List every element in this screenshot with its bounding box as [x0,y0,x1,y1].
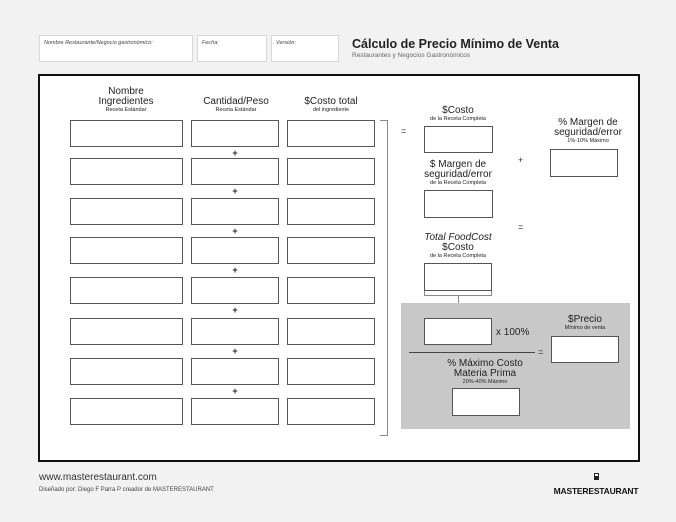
ingredient-quantity-box[interactable] [191,358,279,385]
ingredient-cost-box[interactable] [287,237,375,264]
footer-credit: Diseñado por: Diego F Parra P creador de MASTERESTAURANT [39,487,214,493]
ingredient-name-box[interactable] [70,237,183,264]
page-title: Cálculo de Precio Mínimo de Venta [352,37,559,51]
ingredient-cost-box[interactable] [287,198,375,225]
plus-sign: + [232,265,238,275]
ingredient-cost-box[interactable] [287,120,375,147]
quantity-header: Cantidad/Peso Receta Estándar [203,96,269,113]
ingredient-cost-box[interactable] [287,277,375,304]
plus-sign: + [232,226,238,236]
plus-sign-margin: + [518,155,524,165]
ingredient-name-box[interactable] [70,358,183,385]
total-foodcost-box[interactable] [424,263,492,291]
equals-sign-2: = [518,222,524,232]
equals-sign-3: = [538,347,544,357]
recipe-cost-box[interactable] [424,126,493,153]
ingredient-name-box[interactable] [70,158,183,185]
recipe-cost-header: $Costo de la Receta Completa [430,105,486,122]
ingredient-quantity-box[interactable] [191,198,279,225]
ingredients-header: Nombre Ingredientes Receta Estándar [98,86,154,113]
masterestaurant-logo [553,472,639,498]
price-box[interactable] [551,336,619,363]
ingredient-name-box[interactable] [70,277,183,304]
ingredient-name-box[interactable] [70,398,183,425]
ingredient-quantity-box[interactable] [191,398,279,425]
ingredient-quantity-box[interactable] [191,318,279,345]
margin-pct-box[interactable] [550,149,618,177]
version-field[interactable] [271,35,339,62]
max-cost-header: % Máximo Costo Materia Prima 20%-40% Máximo [447,358,523,385]
plus-sign: + [232,186,238,196]
sum-bracket [380,120,388,436]
fraction-line [409,352,535,353]
ingredient-quantity-box[interactable] [191,277,279,304]
ingredient-cost-box[interactable] [287,318,375,345]
date-label: Fecha: [202,40,219,46]
restaurant-name-label: Nombre Restaurante/Negocio gastronómico: [44,40,153,46]
plus-sign: + [232,305,238,315]
ingredient-quantity-box[interactable] [191,237,279,264]
ingredient-name-box[interactable] [70,120,183,147]
margin-pct-header: % Margen de seguridad/error 1%-10% Máximo [554,117,622,144]
equals-sign-1: = [401,126,407,136]
ingredient-quantity-box[interactable] [191,120,279,147]
ingredient-name-box[interactable] [70,198,183,225]
restaurant-name-field[interactable] [39,35,193,62]
margin-cost-header: $ Margen de seguridad/error de la Receta Completa [424,159,492,186]
logo-text: MASTERESTAURANT [553,486,639,496]
max-cost-box[interactable] [452,388,520,416]
price-header: $Precio Mínimo de venta [564,314,606,331]
footer-url[interactable]: www.masterestaurant.com [39,472,157,483]
ingredient-quantity-box[interactable] [191,158,279,185]
ingredient-cost-box[interactable] [287,158,375,185]
plus-sign: + [232,148,238,158]
ingredient-cost-box[interactable] [287,358,375,385]
times-100-label: x 100% [496,327,530,338]
ingredient-cost-box[interactable] [287,398,375,425]
date-field[interactable] [197,35,267,62]
version-label: Versión: [276,40,296,46]
foodcost-result-box[interactable] [424,318,492,345]
margin-cost-box[interactable] [424,190,493,218]
ingredient-name-box[interactable] [70,318,183,345]
plus-sign: + [232,386,238,396]
total-foodcost-header: Total FoodCost $Costo de la Receta Completa [424,232,492,259]
plus-sign: + [232,346,238,356]
cost-header: $Costo total del ingrediente [304,96,358,113]
foodcost-connector-stem [458,296,459,303]
page-subtitle: Restaurantes y Negocios Gastronómicos [352,52,471,59]
